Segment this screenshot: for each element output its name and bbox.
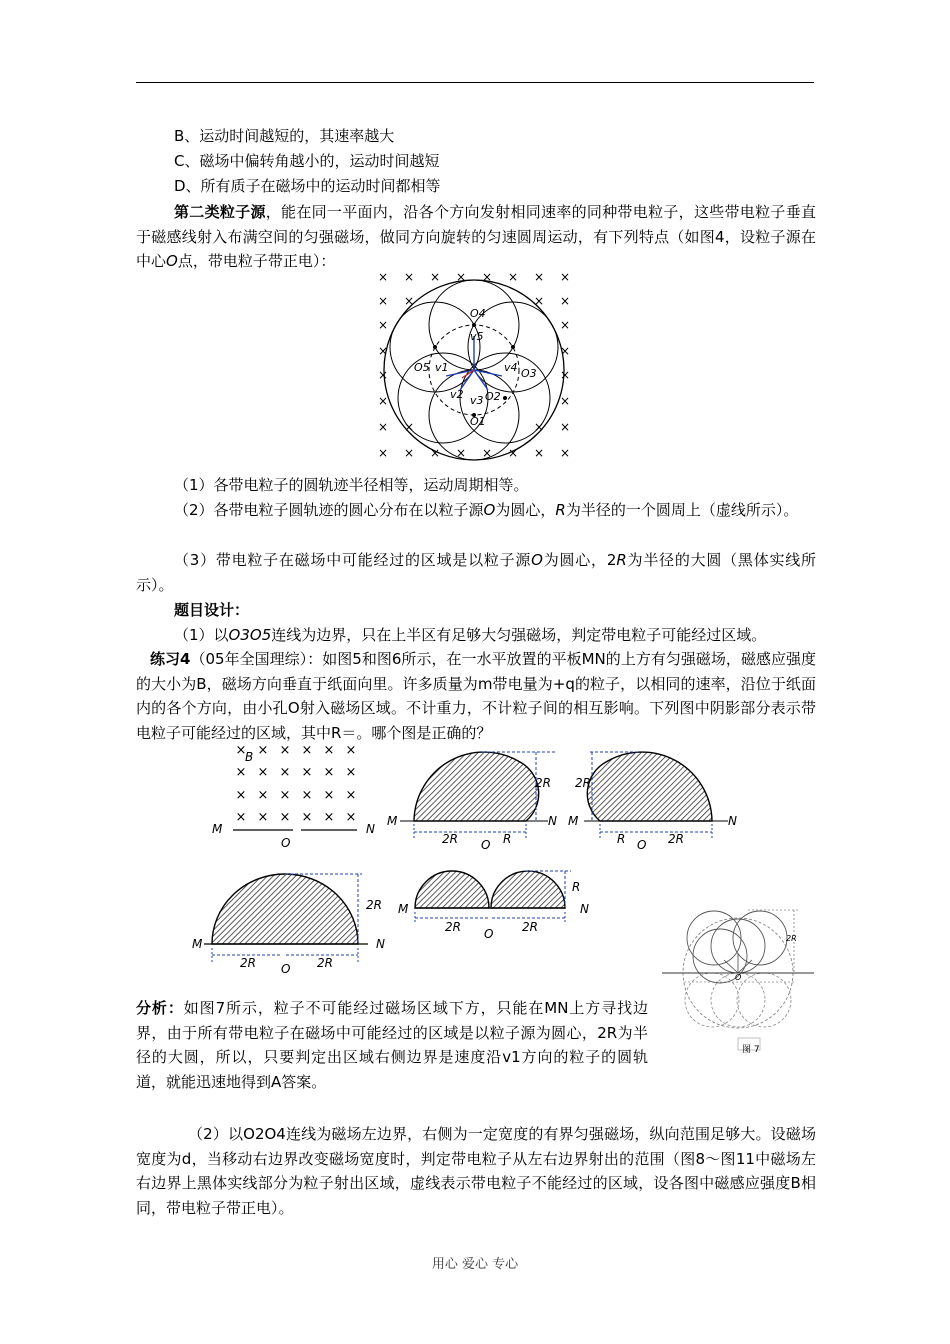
figure-option-b [570,744,750,854]
section2-text1: ，能在同一平面内，沿各个方向发射相同速率的同种带电粒子，这些带电粒子垂直于磁感线射入布满空间的匀强磁场，做同方向旋转的匀速圆周运动，有下列特点（如图4，设粒子源在中心 [136,203,816,270]
svg-text:×: × [257,765,269,780]
svg-text:×: × [301,765,313,780]
label-o5: O5 [414,361,430,374]
figC-left: 2R [240,956,256,970]
svg-text:×: × [345,765,357,780]
label-o1: O1 [470,415,486,428]
svg-text:×: × [559,270,571,284]
svg-text:×: × [429,270,441,284]
svg-text:×: × [345,810,357,825]
svg-text:×: × [533,270,545,284]
svg-text:×: × [507,270,519,284]
svg-text:×: × [377,270,389,284]
fig5-o: O [281,836,291,850]
svg-text:×: × [559,294,571,308]
figure-5 [205,742,385,852]
svg-text:×: × [235,765,247,780]
svg-text:×: × [279,810,291,825]
figC-o: O [281,962,291,976]
svg-text:×: × [559,446,571,460]
design-q1: （1）以O3O5连线为边界，只在上半区有足够大匀强磁场，判定带电粒子可能经过区域。 [174,626,767,644]
point-2: （2）各带电粒子圆轨迹的圆心分布在以粒子源O为圆心，R为半径的一个圆周上（虚线所示）。 [174,501,799,519]
svg-text:×: × [533,294,545,308]
option-c: C、磁场中偏转角越小的，运动时间越短 [174,152,440,170]
svg-text:×: × [455,446,467,460]
svg-text:×: × [257,810,269,825]
option-b: B、运动时间越短的，其速率越大 [174,127,395,145]
svg-text:×: × [301,810,313,825]
figB-right: 2R [668,832,684,846]
figA-o: O [481,838,491,852]
fig7-scale: 2R [786,934,797,943]
figure-4 [370,264,580,468]
svg-text:×: × [377,446,389,460]
svg-text:×: × [403,294,415,308]
figC-right: 2R [317,956,333,970]
figC-n: N [376,937,385,951]
page-footer: 用心 爱心 专心 [431,1257,519,1272]
svg-text:×: × [559,394,571,408]
figD-left: 2R [445,920,461,934]
q2-paragraph: （2）以O2O4连线为磁场左边界，右侧为一定宽度的有界匀强磁场，纵向范围足够大。设磁场宽度为d，当移动右边界改变磁场宽度时，判定带电粒子从左右边界射出的范围（图8～图11中磁场左右边界上黑体实线部分为粒子射出区域，虚线表示带电粒子不能经过的区域，设各图中磁感应强度B相同，带电粒子带正电）。 [136,1125,816,1217]
svg-text:×: × [559,318,571,332]
section2-heading: 第二类粒子源 [174,203,266,221]
svg-text:×: × [455,270,467,284]
point-3: （3）带电粒子在磁场中可能经过的区域是以粒子源O为圆心，2R为半径的大圆（黑体实线所示）。 [136,551,816,594]
svg-text:×: × [559,344,571,358]
svg-text:×: × [377,420,389,434]
svg-text:×: × [559,368,571,382]
figD-n: N [580,902,589,916]
figD-o: O [484,927,494,941]
svg-text:×: × [533,420,545,434]
section2-o: O [166,252,178,270]
svg-text:×: × [235,810,247,825]
velocity-arrows [446,336,502,390]
label-v1: v1 [435,361,449,374]
figA-left: 2R [442,832,458,846]
label-o4: O4 [470,307,486,320]
exercise4-title: 练习4 [150,650,191,668]
svg-text:×: × [279,743,291,758]
svg-text:×: × [235,788,247,803]
label-o2: O2 [485,390,501,403]
svg-text:×: × [533,446,545,460]
point-1: （1）各带电粒子的圆轨迹半径相等，运动周期相等。 [174,476,529,494]
svg-text:×: × [559,420,571,434]
fig5-b: B [245,750,254,764]
figA-n: N [548,814,557,828]
svg-text:×: × [377,318,389,332]
svg-text:×: × [403,446,415,460]
svg-text:×: × [279,765,291,780]
svg-text:×: × [429,446,441,460]
svg-text:×: × [323,765,335,780]
exercise4-paragraph [136,647,816,745]
exercise4-text: （05年全国理综）：如图5和图6所示，在一水平放置的平板MN的上方有匀强磁场，磁感应强度的大小为B，磁场方向垂直于纸面向里。许多质量为m带电量为+q的粒子，以相同的速率，沿位于纸面内的各个方向，由小孔O射入磁场区域。不计重力，不计粒子间的相互影响。下列图中阴影部分表示带电粒子可能经过的区域，其中R＝。哪个图是正确的？ [136,650,817,742]
figB-n: N [728,814,737,828]
svg-text:×: × [507,446,519,460]
svg-text:×: × [235,743,247,758]
svg-text:×: × [279,788,291,803]
design-heading: 题目设计： [174,601,250,619]
label-v4: v4 [504,361,518,374]
option-d: D、所有质子在磁场中的运动时间都相等 [174,177,441,195]
svg-text:×: × [403,420,415,434]
svg-text:×: × [323,810,335,825]
figure-option-c [190,868,400,978]
figure-option-a [390,744,570,854]
analysis-paragraph [136,996,648,1094]
figA-m: M [387,814,398,828]
figB-o: O [637,838,647,852]
figD-right: 2R [522,920,538,934]
svg-text:×: × [481,446,493,460]
svg-text:×: × [403,270,415,284]
svg-text:×: × [377,344,389,358]
svg-text:×: × [345,788,357,803]
svg-text:×: × [377,394,389,408]
label-v5: v5 [470,330,484,343]
svg-text:×: × [301,743,313,758]
section2-text2: 点，带电粒子带正电）： [177,252,336,270]
header-rule [136,82,814,83]
label-v2: v2 [450,388,464,401]
svg-text:×: × [377,368,389,382]
figD-h: R [572,880,581,894]
section2-paragraph [136,200,816,274]
svg-text:×: × [345,743,357,758]
fig7-caption: 图 7 [742,1045,760,1055]
figB-h: 2R [575,776,591,790]
label-v3: v3 [470,394,484,407]
fig5-m: M [212,822,223,836]
fig5-n: N [366,822,375,836]
label-o3: O3 [521,367,537,380]
analysis-text: 如图7所示，粒子不可能经过磁场区域下方，只能在MN上方寻找边界，由于所有带电粒子在磁场中可能经过的区域是以粒子源为圆心，2R为半径的大圆，所以，只要判定出区域右侧边界是速度沿v1方向的粒子的圆轨道，就能迅速地得到A答案。 [136,999,648,1091]
svg-text:×: × [323,743,335,758]
figA-h: 2R [535,776,551,790]
figA-right: R [503,832,512,846]
svg-text:×: × [323,788,335,803]
analysis-heading: 分析： [136,999,184,1017]
figB-left: R [617,832,626,846]
svg-text:×: × [481,270,493,284]
svg-text:×: × [257,788,269,803]
figC-h: 2R [366,898,382,912]
figC-m: M [192,937,203,951]
svg-text:×: × [377,294,389,308]
figure-option-d [395,864,595,944]
svg-text:×: × [257,743,269,758]
svg-text:×: × [301,788,313,803]
figB-m: M [568,814,579,828]
figD-m: M [398,902,409,916]
fig7-o: O [735,973,742,982]
